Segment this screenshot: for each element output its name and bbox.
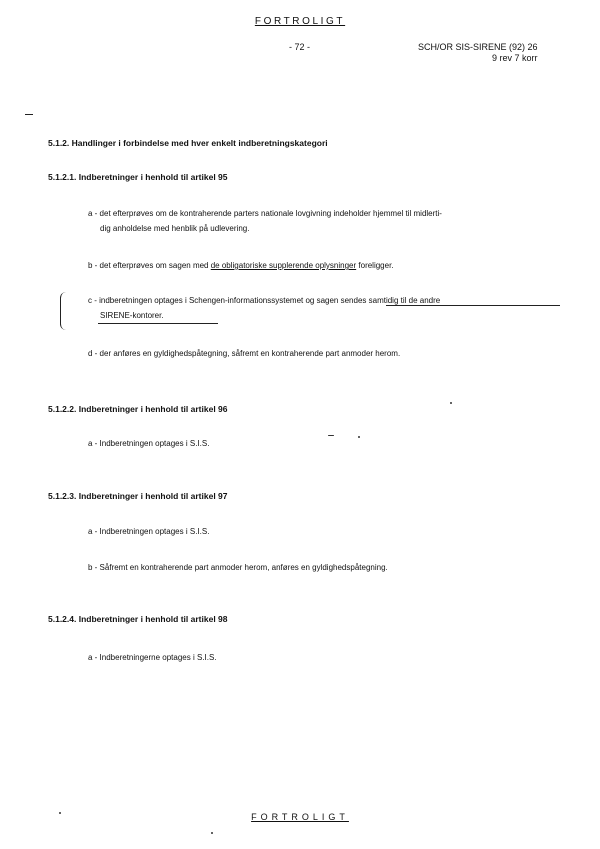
footer-classification: FORTROLIGT <box>251 812 349 822</box>
item-a-line2: dig anholdelse med henblik på udlevering. <box>100 224 250 233</box>
item-b-suffix: foreligger. <box>356 261 394 270</box>
margin-bracket <box>60 292 67 330</box>
item-b-underlined: de obligatoriske supplerende oplysninger <box>210 261 357 270</box>
item-5-1-2-1-b <box>88 258 394 273</box>
item-5-1-2-1-d: d - der anføres en gyldighedspåtegning, såfremt en kontraherende part anmoder herom. <box>88 349 401 358</box>
handwritten-underline-2 <box>98 323 218 324</box>
item-5-1-2-4-a: a - Indberetningerne optages i S.I.S. <box>88 653 217 662</box>
section-title-5-1-2: 5.1.2. Handlinger i forbindelse med hver enkelt indberetningskategori <box>48 138 328 148</box>
handwritten-underline-1 <box>386 305 560 306</box>
item-5-1-2-1-c <box>88 293 440 323</box>
speck <box>358 436 360 438</box>
speck <box>211 832 213 834</box>
item-c-line1: c - indberetningen optages i Schengen-informationssystemet og sagen sendes samtidig til de andre <box>88 296 441 305</box>
section-title-5-1-2-1: 5.1.2.1. Indberetninger i henhold til artikel 95 <box>48 172 228 182</box>
speck <box>450 402 452 404</box>
section-title-5-1-2-3: 5.1.2.3. Indberetninger i henhold til artikel 97 <box>48 491 228 501</box>
document-reference-line2: 9 rev 7 korr <box>492 53 538 63</box>
header-classification: FORTROLIGT <box>254 16 346 27</box>
item-a-line1: a - det efterprøves om de kontraherende parters nationale lovgivning indeholder hjemmel til midlerti- <box>88 209 442 218</box>
page-number: - 72 - <box>289 42 311 52</box>
item-5-1-2-3-a: a - Indberetningen optages i S.I.S. <box>88 527 210 536</box>
item-5-1-2-2-a: a - Indberetningen optages i S.I.S. <box>88 439 210 448</box>
document-reference-line1: SCH/OR SIS-SIRENE (92) 26 <box>418 42 538 52</box>
margin-mark <box>25 114 33 115</box>
item-5-1-2-3-b: b - Såfremt en kontraherende part anmoder herom, anføres en gyldighedspåtegning. <box>88 563 388 572</box>
item-b-prefix: b - det efterprøves om sagen med <box>88 261 211 270</box>
document-reference <box>418 42 538 64</box>
item-c-line2: SIRENE-kontorer. <box>100 311 164 320</box>
section-title-5-1-2-4: 5.1.2.4. Indberetninger i henhold til artikel 98 <box>48 614 228 624</box>
section-title-5-1-2-2: 5.1.2.2. Indberetninger i henhold til artikel 96 <box>48 404 228 414</box>
speck <box>328 435 334 436</box>
item-5-1-2-1-a <box>88 206 442 236</box>
